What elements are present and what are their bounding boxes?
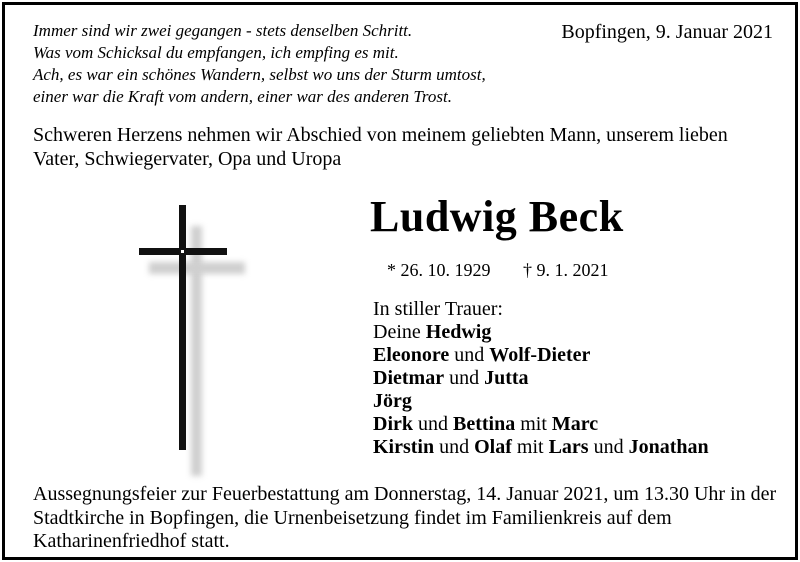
mourner-name: Jörg [373,390,412,412]
death-date: † 9. 1. 2021 [523,260,609,280]
mourner-conjunction: und [454,344,485,366]
poem-line: Immer sind wir zwei gegangen - stets denselben Schritt. [33,21,413,40]
mourner-conjunction: und [449,367,480,389]
mourner-name: Lars [548,436,589,458]
mourner-name: Marc [551,413,599,435]
place-and-date: Bopfingen, 9. Januar 2021 [561,21,773,43]
mourners-list [373,298,709,459]
mourner-line [373,436,709,459]
mourner-conjunction: und [593,436,624,458]
poem-line: einer war die Kraft vom andern, einer war des anderen Trost. [33,87,452,106]
mourner-conjunction: mit [520,413,547,435]
mourner-prefix: Deine [373,321,421,343]
mourner-name: Wolf-Dieter [489,344,591,366]
mourner-line [373,321,709,344]
mourner-line [373,367,709,390]
birth-date: * 26. 10. 1929 [387,260,491,280]
mourner-name: Hedwig [425,321,492,343]
mourner-line [373,344,709,367]
cross-shadow-horizontal [149,262,245,274]
poem-line: Was vom Schicksal du empfangen, ich empfing es mit. [33,43,399,62]
mourner-conjunction: mit [516,436,544,458]
mourner-name: Dirk [373,413,413,435]
mourner-name: Olaf [474,436,512,458]
deceased-name: Ludwig Beck [370,192,624,241]
poem-line: Ach, es war ein schönes Wandern, selbst wo uns der Sturm umtost, [33,65,486,84]
obituary-notice [2,2,798,560]
mourner-line [373,390,709,413]
mourner-name: Dietmar [373,367,445,389]
life-dates [387,258,609,282]
mourners-heading: In stiller Trauer: [373,298,503,320]
mourner-name: Bettina [453,413,516,435]
cross-icon [133,202,253,474]
mourner-conjunction: und [418,413,448,435]
funeral-details: Aussegnungsfeier zur Feuerbestattung am Donnerstag, 14. Januar 2021, um 13.30 Uhr in der Stadtkirche in Bopfingen, die Urnenbeisetzung findet im Familienkreis auf dem Katharinenfriedhof statt. [33,483,777,552]
mourner-name: Kirstin [373,436,435,458]
mourner-name: Jonathan [628,436,709,458]
poem [33,20,486,108]
mourner-conjunction: und [439,436,470,458]
intro-text: Schweren Herzens nehmen wir Abschied von meinem geliebten Mann, unserem lieben Vater, Schwiegervater, Opa und Uropa [33,124,728,170]
cross-vertical-beam [179,205,186,450]
mourner-name: Eleonore [373,344,450,366]
mourner-line [373,413,709,436]
mourner-name: Jutta [484,367,529,389]
cross-center-highlight [181,250,184,253]
